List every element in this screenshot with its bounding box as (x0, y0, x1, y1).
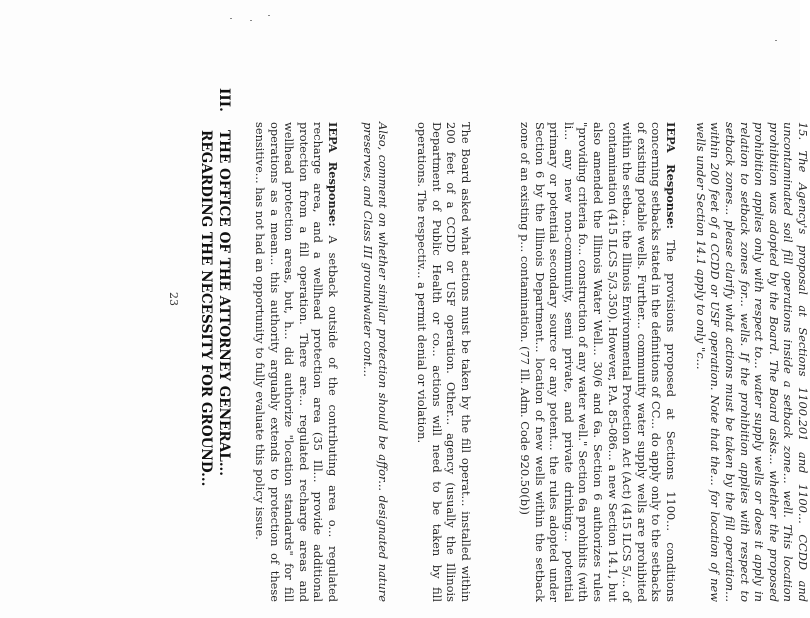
iepa-response-2-text: A setback outside of the contributing area o... regulated recharge area, and a wellhead protection area (35 Ill... provide additional protection from a fill operation. There are... regulated recharge areas and wellhead protection areas, but, h... did authorize "location standards" for fill operations as a mean... this authority arguably extends to protection of these sensitive... has not had an opportunity to fully evaluate this policy issue. (253, 122, 340, 602)
iepa-response-1 (517, 122, 678, 602)
iepa-response-label: IEPA Response: (326, 122, 340, 227)
rotated-page-content (160, 88, 810, 603)
scan-speck (268, 15, 270, 16)
also-comment-text: Also, comment on whether similar protection should be affor... designated nature preserves, and Class III groundwater cont... (361, 122, 390, 602)
page-number: 23 (167, 292, 180, 306)
iepa-response-1-text: The provisions proposed at Sections 1100... conditions concerning setbacks stated in the definitions of CC... do apply only to the setbacks of existing potable wells. Further... community water supply wells are prohibited within the setba... the Illinois Environmental Protection Act (Act) (415 ILCS 5/... of contamination (415 ILCS 5/3.350). However, P.A. 85-086... a new Section 14.1, but also amended the Illinois Water Well... 30/6 and 6a. Section 6 authorizes rules "providing criteria fo... construction of any water well." Section 6a prohibits (with li... any new non-community, semi private, and private drinking... potential primary or potential secondary source or any potent... the rules adopted under Section 6 by the Illinois Department... location of new wells within the setback zone of an existing p... contamination. (77 Ill. Adm. Code 920.50(b)) (518, 122, 678, 603)
section-numeral: III. (216, 88, 232, 112)
scan-speck (230, 18, 232, 19)
also-comment-paragraph (361, 122, 390, 602)
iepa-response-2 (252, 122, 340, 602)
paragraph-15 (693, 122, 810, 602)
paragraph-15-text: 15. The Agency's proposal at Sections 1100.201 and 1100... CCDD and uncontaminated soil fill operations inside a setback zone... well. This location prohibition was adopted by the Board. The Board asks... whether the proposed prohibition applies only with respect to... water supply wells or does it apply in relation to setback zones for... wells. If the prohibition applies with respect to setback zones... please clarify what actions must be taken by the fill operation... within 200 feet of a CCDD or USF operation. Note that the... for location of new wells under Section 14.1 apply to only "c... (693, 122, 810, 602)
scan-speck (775, 40, 777, 41)
section-heading-line-1: THE OFFICE OF THE ATTORNEY GENERAL... (216, 130, 232, 477)
scan-speck (250, 20, 252, 21)
board-question-paragraph (415, 122, 473, 602)
section-heading-line-2: REGARDING THE NECESSITY FOR GROUND... (198, 130, 214, 487)
iepa-response-label: IEPA Response: (664, 122, 678, 229)
board-question-text: The Board asked what actions must be taken by the fill operat... installed within 200 feet of a CCDD or USF operation. Other... agency (usually the Illinois Department of Public Health or co... actions will need to be taken by fill operations. The respectiv... a permit denial or violation. (415, 122, 473, 602)
